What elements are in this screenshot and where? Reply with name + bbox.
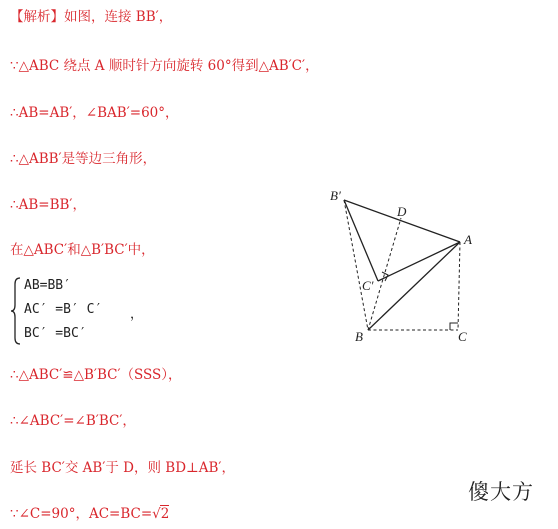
equation-system: [10, 276, 150, 346]
sqrt-value: 2: [160, 506, 170, 522]
label-d: D: [397, 204, 407, 219]
solution-line-10-text: ∵∠C=90°，AC=BC=: [10, 506, 153, 522]
solution-line-7: ∴△ABC′≌△B′BC′（SSS），: [10, 367, 182, 383]
left-brace-icon: [10, 276, 22, 346]
solution-line-5: ∴AB=BB′，: [10, 197, 86, 213]
label-c-prime: C′: [362, 278, 374, 293]
solution-line-8: ∴∠ABC′=∠B′BC′，: [10, 413, 136, 429]
solution-line-3: ∴AB=AB′，∠BAB′=60°，: [10, 105, 179, 121]
label-b-prime: B′: [330, 188, 341, 203]
system-row-1: AB=BB′: [24, 278, 71, 293]
solution-line-9: 延长 BC′交 AB′于 D，则 BD⊥AB′，: [10, 460, 235, 476]
geometry-figure: [325, 178, 485, 348]
label-a: A: [464, 232, 472, 247]
sqrt-symbol-icon: √: [152, 506, 161, 522]
system-row-3: BC′ =BC′: [24, 326, 87, 341]
solution-line-6: 在△ABC′和△B′BC′中，: [10, 242, 155, 258]
solution-line-10: [10, 505, 169, 523]
label-c: C: [458, 329, 467, 344]
system-comma: ，: [130, 307, 144, 322]
watermark-logo: 傻大方: [468, 480, 534, 504]
solution-line-4: ∴△ABB′是等边三角形，: [10, 151, 157, 167]
system-row-2: AC′ =B′ C′: [24, 302, 103, 317]
solution-line-2: ∵△ABC 绕点 A 顺时针方向旋转 60°得到△AB′C′，: [10, 58, 319, 74]
label-b: B: [355, 329, 363, 344]
solution-line-1: 【解析】如图，连接 BB′，: [10, 9, 173, 25]
